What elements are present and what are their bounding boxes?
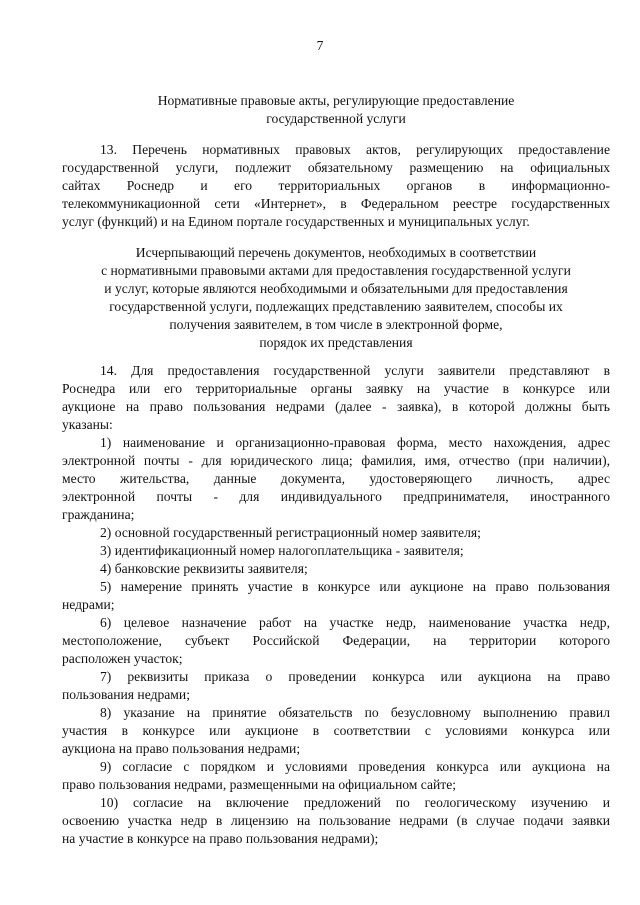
list-item-6	[62, 614, 610, 668]
list-item-line: 1) наименование и организационно-правовая форма, место нахождения, адрес	[100, 435, 610, 450]
list-item-8	[62, 704, 610, 758]
heading-line: получения заявителем, в том числе в электронной форме,	[169, 317, 503, 332]
list-item-line: 2) основной государственный регистрационный номер заявителя;	[100, 525, 481, 540]
paragraph-line: государственной услуги, подлежит обязательному размещению на официальных	[62, 160, 610, 175]
paragraph-line: услуг (функций) и на Едином портале государственных и муниципальных услуг.	[62, 214, 530, 229]
paragraph-line: указаны:	[62, 417, 113, 432]
heading-line: с нормативными правовыми актами для предоставления государственной услуги	[101, 263, 571, 278]
page-number: 7	[316, 38, 324, 53]
list-item-line: 7) реквизиты приказа о проведении конкурса или аукциона на право	[100, 669, 610, 684]
heading-line: Нормативные правовые акты, регулирующие предоставление	[157, 93, 515, 108]
list-item-line: недрами;	[62, 597, 115, 612]
list-item-line: 8) указание на принятие обязательств по безусловному выполнению правил	[100, 705, 610, 720]
paragraph-14	[62, 362, 610, 848]
heading-line: и услуг, которые являются необходимыми и обязательными для предоставления	[104, 281, 568, 296]
list-item-line: 4) банковские реквизиты заявителя;	[100, 561, 308, 576]
list-item-4	[62, 560, 610, 578]
list-item-line: место жительства, данные документа, удостоверяющего личность, адрес	[62, 471, 610, 486]
heading-line: порядок их представления	[259, 335, 413, 350]
list-item-line: электронной почты - для индивидуального предпринимателя, иностранного	[62, 489, 610, 504]
list-item-line: аукциона на право пользования недрами;	[62, 741, 301, 756]
heading-line: Исчерпывающий перечень документов, необходимых в соответствии	[135, 245, 537, 260]
list-item-line: 5) намерение принять участие в конкурсе или аукционе на право пользования	[100, 579, 610, 594]
list-item-10	[62, 794, 610, 848]
list-item-line: 10) согласие на включение предложений по геологическому изучению и	[100, 795, 610, 810]
list-item-2	[62, 524, 610, 542]
list-item-line: 6) целевое назначение работ на участке недр, наименование участка недр,	[100, 615, 610, 630]
list-item-line: 9) согласие с порядком и условиями проведения конкурса или аукциона на	[100, 759, 610, 774]
list-item-line: местоположение, субъект Российской Федерации, на территории которого	[62, 633, 610, 648]
paragraph-line: 13. Перечень нормативных правовых актов, регулирующих предоставление	[100, 142, 610, 157]
list-item-line: освоению участка недр в лицензию на пользование недрами (в случае подачи заявки	[62, 813, 610, 828]
list-item-7	[62, 668, 610, 704]
list-item-5	[62, 578, 610, 614]
list-item-3	[62, 542, 610, 560]
list-item-line: на участие в конкурсе на право пользования недрами);	[62, 831, 379, 846]
section-heading-documents	[62, 244, 610, 352]
section-heading-regulations	[62, 92, 610, 128]
paragraph-line: 14. Для предоставления государственной услуги заявители представляют в	[100, 363, 610, 378]
heading-line: государственной услуги, подлежащих представлению заявителем, способы их	[109, 299, 563, 314]
list-item-line: пользования недрами;	[62, 687, 190, 702]
paragraph-line: аукционе на право пользования недрами (далее - заявка), в которой должны быть	[62, 399, 610, 414]
list-item-line: гражданина;	[62, 507, 135, 522]
paragraph-line: телекоммуникационной сети «Интернет», в Федеральном реестре государственных	[62, 196, 610, 211]
paragraph-13	[62, 141, 610, 231]
list-item-line: 3) идентификационный номер налогоплательщика - заявителя;	[100, 543, 464, 558]
list-item-line: расположен участок;	[62, 651, 183, 666]
list-item-line: электронной почты - для юридического лица; фамилия, имя, отчество (при наличии),	[62, 453, 610, 468]
list-item-1	[62, 434, 610, 524]
heading-line: государственной услуги	[266, 111, 406, 126]
paragraph-line: сайтах Роснедр и его территориальных органов в информационно-	[62, 178, 610, 193]
paragraph-line: Роснедра или его территориальные органы заявку на участие в конкурсе или	[62, 381, 610, 396]
list-item-9	[62, 758, 610, 794]
list-item-line: участия в конкурсе или аукционе в соответствии с условиями конкурса или	[62, 723, 610, 738]
list-item-line: право пользования недрами, размещенными на официальном сайте;	[62, 777, 457, 792]
